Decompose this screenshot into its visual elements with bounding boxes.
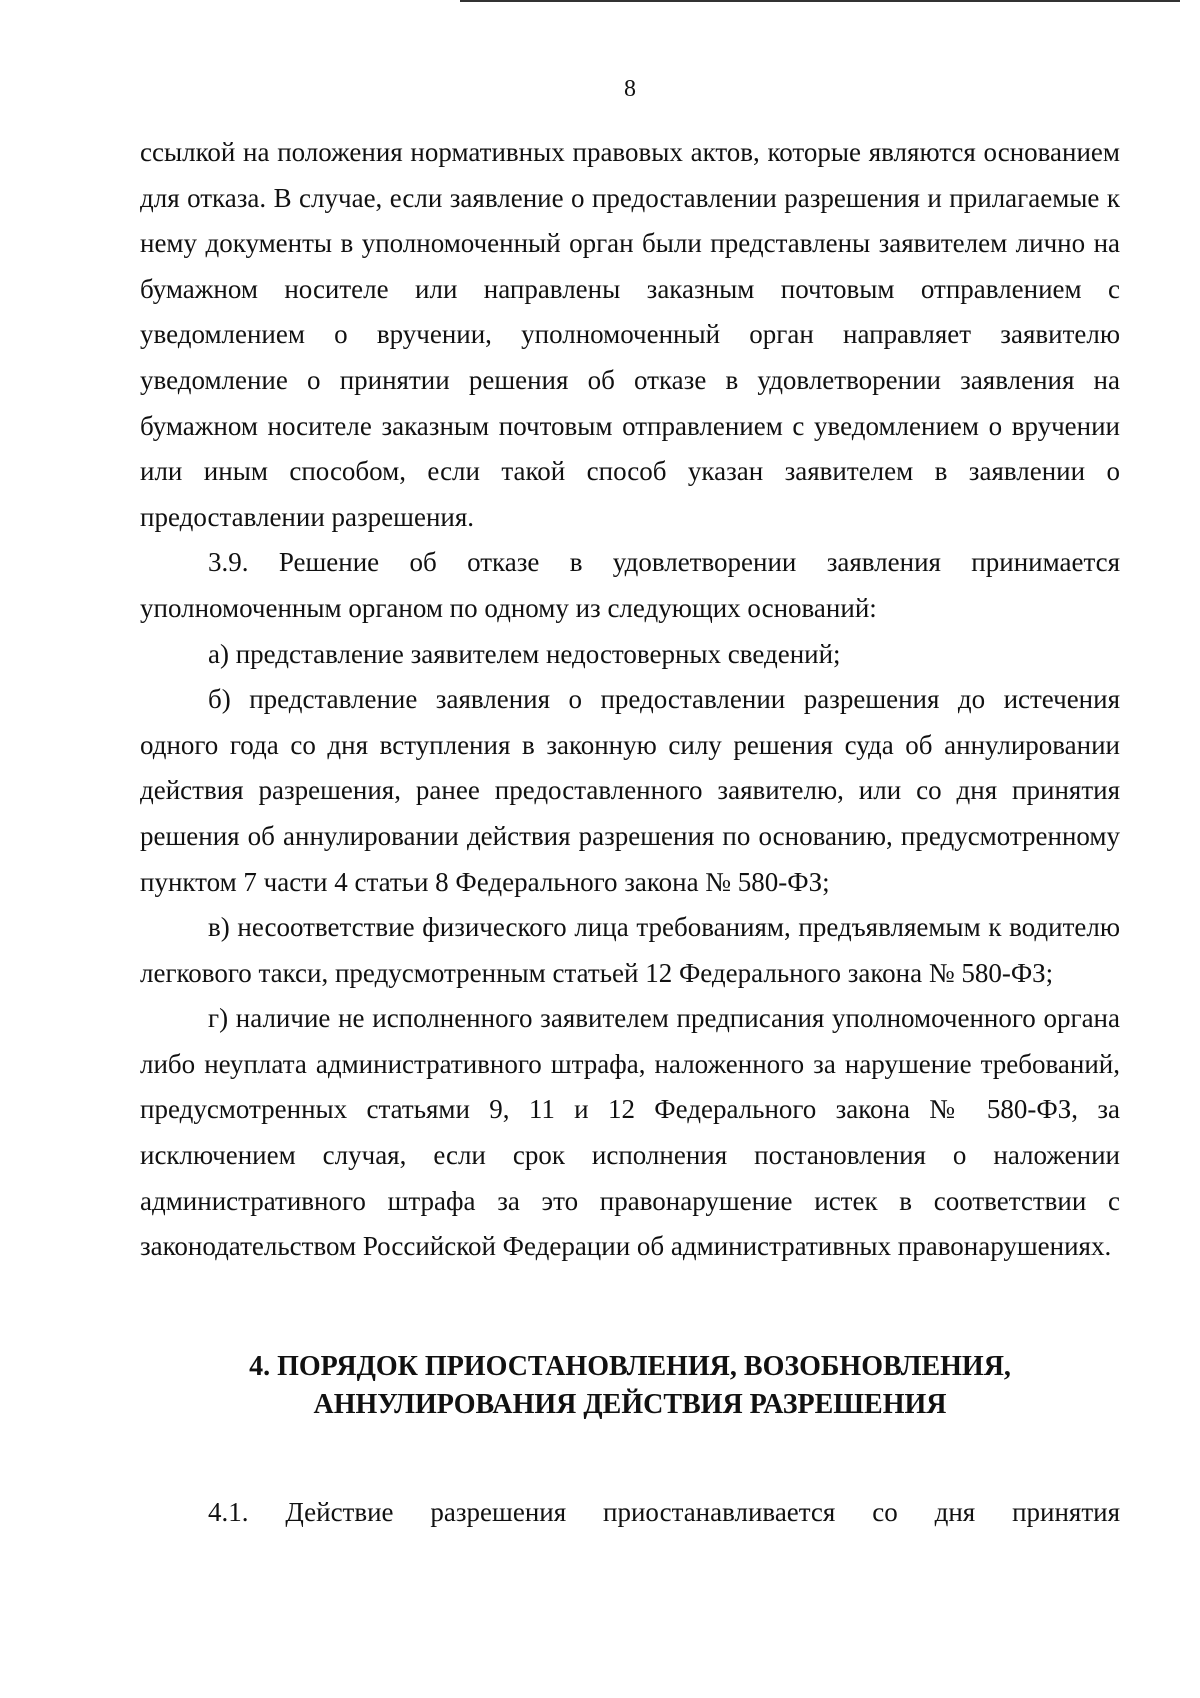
top-edge-rule (460, 0, 1180, 2)
paragraph-4-1: 4.1. Действие разрешения приостанавливается со дня принятия (208, 1496, 1120, 1527)
list-item-a: а) представление заявителем недостоверных сведений; (208, 638, 841, 669)
list-item-b: б) представление заявления о предоставлении разрешения до истечения одного года со дня вступления в законную силу решения суда об аннулировании действия разрешения, ранее предоставленного заявителю, или со дня принятия решения об аннулировании действия разрешения по основанию, предусмотренному пунктом 7 части 4 статьи 8 Федерального закона № 580-ФЗ; (140, 684, 1120, 897)
list-item-v: в) несоответствие физического лица требованиям, предъявляемым к водителю легкового такси, предусмотренным статьей 12 Федерального закона № 580-ФЗ; (140, 912, 1120, 988)
paragraph-refusal-notice: ссылкой на положения нормативных правовых актов, которые являются основанием для отказа. В случае, если заявление о предоставлении разрешения и прилагаемые к нему документы в уполномоченный орган были представлены заявителем лично на бумажном носителе или направлены заказным почтовым отправлением с уведомлением о вручении, уполномоченный орган направляет заявителю уведомление о принятии решения об отказе в удовлетворении заявления на бумажном носителе заказным почтовым отправлением с уведомлением о вручении или иным способом, если такой способ указан заявителем в заявлении о предоставлении разрешения. (140, 137, 1120, 532)
section-heading-line-2: АННУЛИРОВАНИЯ ДЕЙСТВИЯ РАЗРЕШЕНИЯ (313, 1388, 947, 1420)
page-number: 8 (624, 76, 636, 102)
section-4-heading (140, 1348, 1120, 1424)
document-body (140, 130, 1120, 1535)
paragraph-3-9: 3.9. Решение об отказе в удовлетворении заявления принимается уполномоченным органом по одному из следующих оснований: (140, 547, 1120, 623)
list-item-g: г) наличие не исполненного заявителем предписания уполномоченного органа либо неуплата административного штрафа, наложенного за нарушение требований, предусмотренных статьями 9, 11 и 12 Федерального закона № 580-ФЗ, за исключением случая, если срок исполнения постановления о наложении административного штрафа за это правонарушение истек в соответствии с законодательством Российской Федерации об административных правонарушениях. (140, 1003, 1120, 1262)
section-heading-line-1: 4. ПОРЯДОК ПРИОСТАНОВЛЕНИЯ, ВОЗОБНОВЛЕНИЯ, (249, 1350, 1011, 1382)
